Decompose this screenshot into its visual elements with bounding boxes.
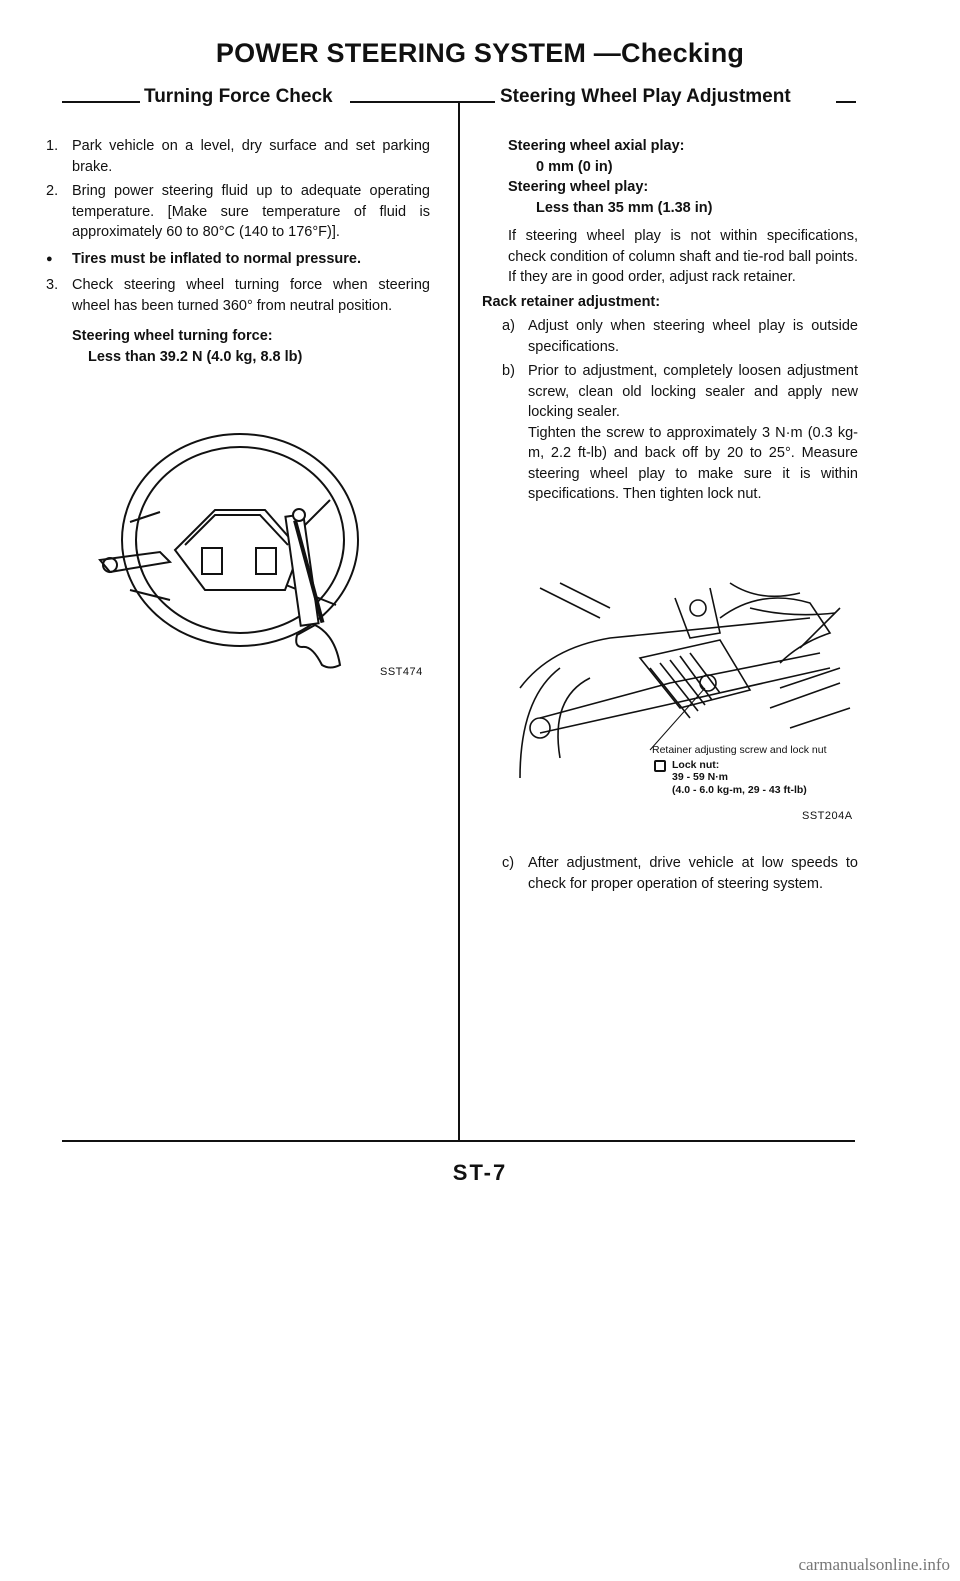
figure-id-sst474: SST474	[380, 666, 423, 678]
retainer-callout	[652, 744, 827, 796]
bottom-rule	[62, 1140, 855, 1142]
right-heading-rule	[836, 101, 856, 103]
locknut-torque-imperial: (4.0 - 6.0 kg-m, 29 - 43 ft-lb)	[672, 783, 807, 796]
step-text: Check steering wheel turning force when steering wheel has been turned 360° from neutral position.	[72, 277, 430, 314]
item-text: Adjust only when steering wheel play is outside specifications.	[528, 318, 858, 355]
steering-wheel-illustration	[90, 420, 435, 685]
axial-play-value: 0 mm (0 in)	[536, 158, 613, 175]
right-section-heading: Steering Wheel Play Adjustment	[500, 86, 791, 107]
bullet-text: Tires must be inflated to normal pressure.	[72, 250, 362, 267]
watermark: carmanualsonline.info	[798, 1555, 950, 1574]
item-label: a)	[502, 318, 515, 334]
locknut-spec	[652, 759, 827, 797]
step-number: 1.	[46, 138, 59, 154]
column-divider	[458, 101, 460, 1141]
bullet-note	[46, 249, 430, 270]
left-heading-rule-right	[350, 101, 495, 103]
axial-play-label: Steering wheel axial play:	[508, 138, 685, 154]
play-label: Steering wheel play:	[508, 179, 649, 195]
item-label: b)	[502, 363, 515, 379]
item-text: Prior to adjustment, completely loosen adjustment screw, clean old locking sealer and apply new locking sealer.	[528, 363, 858, 420]
bullet-icon: ●	[46, 252, 53, 265]
item-b	[502, 361, 858, 423]
turning-force-spec-value: Less than 39.2 N (4.0 kg, 8.8 lb)	[88, 348, 303, 365]
rack-retainer-heading: Rack retainer adjustment:	[482, 293, 661, 310]
right-column	[482, 136, 858, 505]
item-c	[502, 853, 858, 894]
item-b-continued: Tighten the screw to approximately 3 N·m (0.3 kg-m, 2.2 ft-lb) and back off by 20 to 25°. Measure steering wheel play to make sure it is within specifications. Then tighten lock nut.	[528, 424, 858, 502]
item-a	[502, 316, 858, 357]
play-value: Less than 35 mm (1.38 in)	[536, 199, 713, 216]
step-text: Park vehicle on a level, dry surface and set parking brake.	[72, 138, 430, 175]
step-text: Bring power steering fluid up to adequate operating temperature. [Make sure temperature of fluid is approximately 60 to 80°C (140 to 176°F)].	[72, 183, 430, 240]
torque-wrench-icon	[654, 760, 666, 772]
figure-id-sst204a: SST204A	[802, 810, 853, 822]
item-label: c)	[502, 855, 515, 871]
turning-force-spec-label: Steering wheel turning force:	[72, 328, 273, 344]
step-1	[46, 136, 430, 177]
step-3	[46, 275, 430, 316]
step-number: 3.	[46, 277, 59, 293]
left-heading-rule-left	[62, 101, 140, 103]
page-number: ST-7	[452, 1160, 508, 1185]
left-column	[46, 136, 430, 367]
page-title: POWER STEERING SYSTEM —Checking	[215, 38, 745, 68]
locknut-label: Lock nut:	[672, 758, 720, 771]
item-text: After adjustment, drive vehicle at low speeds to check for proper operation of steering system.	[528, 855, 858, 892]
item-c-wrap	[502, 853, 858, 894]
locknut-torque-nm: 39 - 59 N·m	[672, 771, 729, 783]
play-paragraph: If steering wheel play is not within specifications, check condition of column shaft and tie-rod ball points. If they are in good order, adjust rack retainer.	[508, 228, 858, 285]
callout-main: Retainer adjusting screw and lock nut	[652, 744, 827, 756]
step-number: 2.	[46, 183, 59, 199]
left-section-heading: Turning Force Check	[144, 86, 333, 107]
step-2	[46, 181, 430, 243]
